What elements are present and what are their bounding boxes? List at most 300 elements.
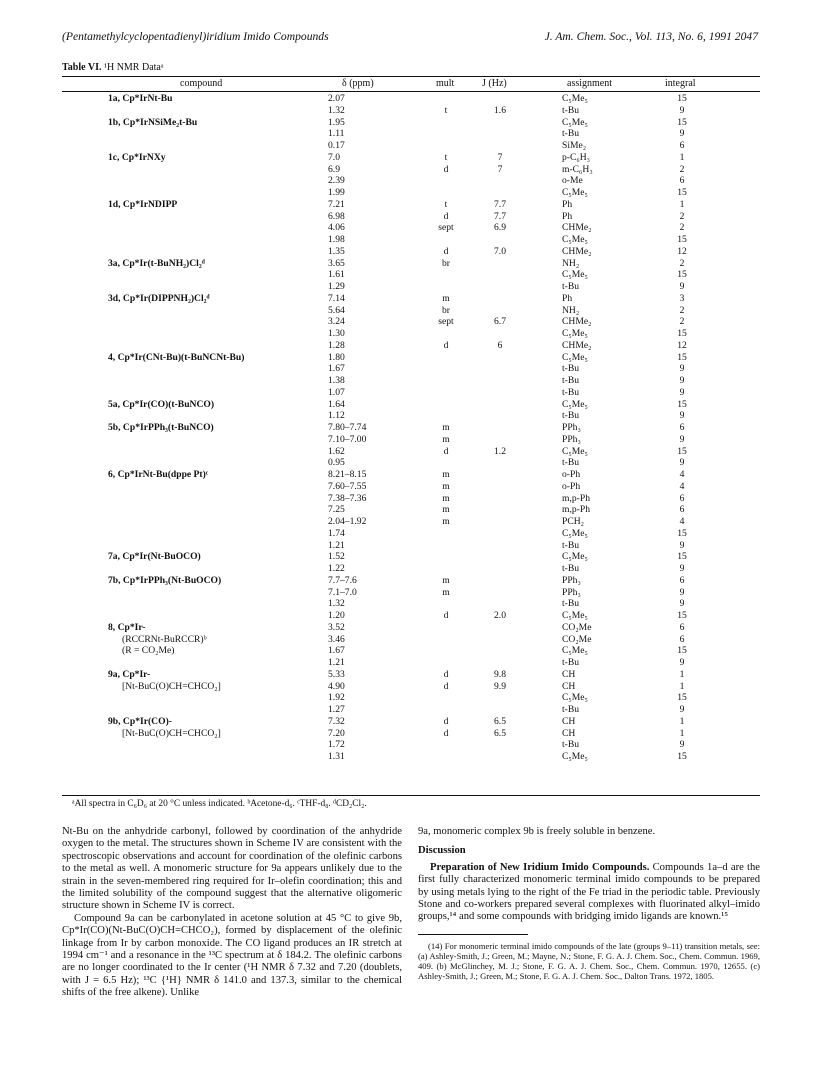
- paragraph: [418, 862, 760, 924]
- cell-integral: 3: [679, 292, 685, 304]
- table-row: [62, 128, 760, 140]
- cell-assignment: t-Bu: [562, 386, 580, 398]
- cell-assignment: C₅Me₅: [562, 527, 588, 539]
- table-row: [62, 551, 760, 563]
- cell-assignment: C₅Me₅: [562, 398, 588, 410]
- cell-ppm: 0.17: [328, 140, 345, 151]
- table-row: [62, 352, 760, 364]
- cell-j: 9.8: [494, 668, 506, 680]
- paragraph-title: Preparation of New Iridium Imido Compounds.: [430, 861, 650, 873]
- cell-integral: 15: [677, 610, 687, 621]
- cell-mult: m: [442, 574, 450, 586]
- table-row: [62, 704, 760, 716]
- table-row: [62, 269, 760, 281]
- cell-assignment: PPh₃: [562, 422, 581, 433]
- cell-assignment: o-Ph: [562, 469, 581, 480]
- cell-assignment: o-Me: [562, 175, 583, 187]
- cell-compound: 5b, Cp*IrPPh₃(t-BuNCO): [108, 422, 214, 433]
- cell-integral: 2: [679, 163, 685, 175]
- table-row: [62, 340, 760, 352]
- cell-assignment: t-Bu: [562, 104, 580, 116]
- cell-integral: 6: [679, 422, 685, 433]
- cell-ppm: 7.20: [328, 727, 345, 739]
- cell-j: 7: [497, 163, 503, 175]
- cell-ppm: 1.67: [328, 363, 345, 375]
- cell-assignment: C₅Me₅: [562, 328, 588, 339]
- table-caption-text: ¹H NMR Dataᵃ: [103, 62, 164, 73]
- table-row: [62, 281, 760, 293]
- table-bottom-rule: [62, 795, 760, 796]
- header-title: (Pentamethylcyclopentadienyl)iridium Imido Compounds: [62, 30, 329, 43]
- table-row: [62, 140, 760, 152]
- table-row: [62, 258, 760, 270]
- table-row: [62, 399, 760, 411]
- cell-integral: 15: [677, 116, 687, 128]
- table-row: [62, 316, 760, 328]
- cell-mult: d: [443, 715, 449, 727]
- paragraph: 9a, monomeric complex 9b is freely soluble in benzene.: [418, 826, 656, 837]
- table-row: [62, 575, 760, 587]
- cell-assignment: t-Bu: [562, 704, 580, 715]
- cell-assignment: C₅Me₅: [562, 645, 588, 657]
- cell-integral: 15: [677, 692, 687, 704]
- cell-compound: 6, Cp*IrNt-Bu(dppe Pt)ᶜ: [108, 469, 209, 480]
- cell-integral: 1: [679, 715, 685, 727]
- cell-ppm: 1.95: [328, 116, 345, 128]
- cell-integral: 9: [679, 539, 685, 551]
- cell-assignment: t-Bu: [562, 657, 580, 668]
- cell-ppm: 8.21–8.15: [328, 469, 367, 480]
- cell-integral: 2: [679, 210, 685, 222]
- table-body: [62, 93, 760, 763]
- cell-mult: m: [442, 292, 450, 304]
- cell-j: 6.9: [494, 222, 506, 234]
- cell-assignment: C₅Me₅: [562, 116, 588, 128]
- cell-assignment: C₅Me₅: [562, 445, 588, 457]
- col-assignment: assignment: [567, 78, 612, 89]
- cell-assignment: CHMe₂: [562, 245, 592, 257]
- cell-ppm: 1.21: [328, 539, 345, 551]
- cell-assignment: t-Bu: [562, 281, 580, 292]
- cell-assignment: Ph: [562, 292, 573, 304]
- table-row: [62, 410, 760, 422]
- cell-integral: 9: [679, 739, 685, 751]
- cell-integral: 2: [679, 316, 685, 328]
- cell-integral: 1: [679, 680, 685, 692]
- cell-integral: 9: [679, 433, 685, 445]
- cell-integral: 1: [679, 151, 685, 163]
- cell-integral: 15: [677, 751, 687, 762]
- table-row: [62, 387, 760, 399]
- cell-integral: 9: [679, 386, 685, 398]
- table-row: [62, 669, 760, 681]
- table-caption-label: Table VI.: [62, 62, 102, 73]
- cell-ppm: 1.52: [328, 551, 345, 563]
- cell-j: 6: [497, 339, 503, 351]
- cell-integral: 9: [679, 104, 685, 116]
- table-row: [62, 657, 760, 669]
- cell-compound: 8, Cp*Ir-: [108, 621, 146, 633]
- cell-assignment: t-Bu: [562, 128, 580, 140]
- table-row: [62, 587, 760, 599]
- cell-ppm: 7.80–7.74: [328, 422, 367, 433]
- cell-mult: br: [442, 257, 450, 269]
- cell-ppm: 1.27: [328, 704, 345, 715]
- cell-assignment: C₅Me₅: [562, 269, 588, 281]
- cell-ppm: 7.7–7.6: [328, 574, 357, 586]
- table-row: [62, 622, 760, 634]
- cell-integral: 9: [679, 363, 685, 375]
- cell-assignment: Ph: [562, 198, 573, 210]
- cell-mult: m: [442, 480, 450, 492]
- table-row: [62, 681, 760, 693]
- cell-ppm: 4.06: [328, 222, 345, 234]
- cell-mult: d: [443, 339, 449, 351]
- cell-integral: 9: [679, 563, 685, 574]
- cell-assignment: t-Bu: [562, 739, 580, 751]
- cell-integral: 15: [677, 645, 687, 657]
- cell-assignment: C₅Me₅: [562, 93, 588, 104]
- cell-mult: m: [442, 422, 450, 433]
- table-row: [62, 446, 760, 458]
- cell-ppm: 7.25: [328, 504, 345, 516]
- table-row: [62, 434, 760, 446]
- cell-assignment: t-Bu: [562, 410, 580, 422]
- cell-compound: 1b, Cp*IrNSiMe₂t-Bu: [108, 116, 198, 128]
- cell-mult: t: [444, 104, 448, 116]
- cell-j: 7.7: [494, 210, 506, 222]
- table-row: [62, 528, 760, 540]
- cell-ppm: 7.14: [328, 292, 345, 304]
- cell-integral: 2: [679, 222, 685, 234]
- cell-ppm: 1.92: [328, 692, 345, 704]
- cell-mult: m: [442, 586, 450, 598]
- paragraph-text: Compounds 1a–d are the first fully characterized monomeric terminal imido compounds to be prepared by using metals lying to the right of the Fe triad in the periodic table. Previously Stone and co-workers prepared several complexes with fluorinated alkyl–imido groups,¹⁴ and some compounds with bridging imido ligands are known.¹⁵: [418, 861, 760, 923]
- table-row: [62, 563, 760, 575]
- cell-ppm: 1.22: [328, 563, 345, 574]
- cell-compound: 1d, Cp*IrNDIPP: [108, 198, 178, 210]
- cell-compound: 9a, Cp*Ir-: [108, 668, 151, 680]
- table-row: [62, 634, 760, 646]
- cell-ppm: 2.39: [328, 175, 345, 187]
- cell-integral: 9: [679, 586, 685, 598]
- cell-compound: (RCCRNt-BuRCCR)ᵇ: [122, 633, 207, 645]
- table-row: [62, 164, 760, 176]
- cell-assignment: PPh₃: [562, 586, 581, 598]
- paragraph: Compound 9a can be carbonylated in acetone solution at 45 °C to give 9b, Cp*Ir(CO)(Nt-BuC(O)CH=CHCO₂), formed by displacement of the olefinic linkage from Ir by carbon monoxide. The CO ligand produces an IR stretch at 1994 cm⁻¹ and a resonance in the ¹³C spectrum at δ 184.2. The olefinic carbons are no longer coordinated to the Ir center (¹H NMR δ 7.32 and 7.20 (doublets, with J = 6.5 Hz); ¹³C {¹H} NMR δ 141.0 and 137.3, similar to the chemical shifts of the free alkene). Unlike: [62, 912, 402, 999]
- cell-j: 7.0: [494, 245, 506, 257]
- cell-assignment: t-Bu: [562, 598, 580, 610]
- cell-mult: br: [442, 304, 450, 316]
- cell-mult: d: [443, 245, 449, 257]
- cell-integral: 15: [677, 351, 687, 363]
- running-header: [62, 30, 758, 46]
- body-right-column: [418, 826, 760, 981]
- cell-assignment: C₅Me₅: [562, 351, 588, 363]
- cell-j: 2.0: [494, 610, 506, 621]
- footnote: (14) For monomeric terminal imido compounds of the late (groups 9–11) transition metals, see: (a) Ashley-Smith, J.; Green, M.; Mayne, N.; Stone, F. G. A. J. Chem. Soc., Chem. Commun. 1969, 409. (b) McGlinchey, M. J.; Stone, F. G. A. J. Chem. Soc., Chem. Commun. 1970, 12655. (c) Ashley-Smith, J.; Green, M.; Stone, F. G. A. J. Chem. Soc., Dalton Trans. 1972, 1805.: [418, 940, 760, 981]
- cell-j: 7.7: [494, 198, 506, 210]
- cell-integral: 15: [677, 445, 687, 457]
- cell-assignment: t-Bu: [562, 563, 580, 574]
- cell-mult: d: [443, 680, 449, 692]
- table-caption: [62, 62, 164, 73]
- table-row: [62, 211, 760, 223]
- cell-ppm: 4.90: [328, 680, 345, 692]
- cell-integral: 6: [679, 504, 685, 516]
- cell-mult: d: [443, 668, 449, 680]
- cell-ppm: 6.98: [328, 210, 345, 222]
- cell-compound: 3d, Cp*Ir(DIPPNH₂)Cl₂ᵈ: [108, 292, 210, 304]
- col-integral: integral: [665, 78, 696, 89]
- table-row: [62, 117, 760, 129]
- cell-j: 9.9: [494, 680, 506, 692]
- cell-ppm: 1.21: [328, 657, 345, 668]
- cell-ppm: 1.28: [328, 339, 345, 351]
- cell-integral: 2: [679, 257, 685, 269]
- cell-assignment: NH₂: [562, 304, 580, 316]
- cell-ppm: 1.32: [328, 104, 345, 116]
- table-row: [62, 175, 760, 187]
- table-row: [62, 187, 760, 199]
- table-row: [62, 610, 760, 622]
- cell-mult: m: [442, 469, 450, 480]
- cell-ppm: 1.74: [328, 527, 345, 539]
- cell-integral: 9: [679, 410, 685, 422]
- cell-assignment: CHMe₂: [562, 222, 592, 234]
- cell-ppm: 7.1–7.0: [328, 586, 357, 598]
- cell-ppm: 1.31: [328, 751, 345, 762]
- paragraph: Nt-Bu on the anhydride carbonyl, followed by coordination of the anhydride oxygen to the metal. The structures shown in Scheme IV are consistent with the spectroscopic observations and account for coordination of the olefinic carbons to the metal as well. A monomeric structure for 9a appears unlikely due to the strain in the seven-membered ring required for Ir–olefin coordination; this and the limited solubility of the compound suggest that the alternative oligomeric structure shown in Scheme IV is correct.: [62, 826, 402, 912]
- cell-integral: 4: [679, 480, 685, 492]
- cell-integral: 6: [679, 574, 685, 586]
- cell-integral: 1: [679, 727, 685, 739]
- cell-j: 6.5: [494, 727, 506, 739]
- cell-integral: 15: [677, 187, 687, 198]
- table-row: [62, 493, 760, 505]
- table-row: [62, 598, 760, 610]
- cell-assignment: t-Bu: [562, 539, 580, 551]
- section-heading: Discussion: [418, 845, 466, 857]
- cell-ppm: 1.11: [328, 128, 345, 140]
- cell-mult: d: [443, 610, 449, 621]
- col-compound: compound: [180, 78, 223, 89]
- footnote-rule: [418, 934, 528, 935]
- cell-assignment: SiMe₂: [562, 140, 587, 151]
- col-j: J (Hz): [482, 78, 507, 89]
- cell-assignment: Ph: [562, 210, 573, 222]
- cell-assignment: CH: [562, 668, 576, 680]
- table-row: [62, 305, 760, 317]
- cell-integral: 4: [679, 469, 685, 480]
- table-footnote: ᵃAll spectra in C₆D₆ at 20 °C unless indicated. ᵇAcetone-d₆. ᶜTHF-d₈. ᵈCD₂Cl₂.: [72, 799, 367, 809]
- cell-integral: 4: [679, 516, 685, 527]
- cell-mult: sept: [438, 316, 454, 328]
- cell-compound: 1a, Cp*IrNt-Bu: [108, 93, 173, 104]
- cell-ppm: 1.30: [328, 328, 345, 339]
- table-row: [62, 692, 760, 704]
- cell-assignment: t-Bu: [562, 457, 580, 469]
- table-row: [62, 152, 760, 164]
- cell-mult: d: [443, 445, 449, 457]
- cell-assignment: p-C₆H₃: [562, 151, 591, 163]
- cell-ppm: 1.72: [328, 739, 345, 751]
- cell-assignment: PPh₃: [562, 574, 581, 586]
- table-row: [62, 293, 760, 305]
- cell-ppm: 1.38: [328, 375, 345, 386]
- cell-integral: 15: [677, 234, 687, 245]
- cell-integral: 6: [679, 633, 685, 645]
- table-row: [62, 222, 760, 234]
- table-row: [62, 716, 760, 728]
- cell-ppm: 3.52: [328, 621, 345, 633]
- cell-compound: 9b, Cp*Ir(CO)-: [108, 715, 172, 727]
- table-row: [62, 105, 760, 117]
- cell-ppm: 1.32: [328, 598, 345, 610]
- table-row: [62, 469, 760, 481]
- cell-ppm: 1.62: [328, 445, 345, 457]
- cell-mult: m: [442, 504, 450, 516]
- cell-compound: 7a, Cp*Ir(Nt-BuOCO): [108, 551, 201, 563]
- cell-ppm: 2.07: [328, 93, 345, 104]
- cell-ppm: 1.99: [328, 187, 345, 198]
- cell-integral: 2: [679, 304, 685, 316]
- cell-assignment: C₅Me₅: [562, 692, 588, 704]
- cell-ppm: 0.95: [328, 457, 345, 469]
- cell-compound: [Nt-BuC(O)CH=CHCO₂]: [122, 680, 221, 692]
- cell-ppm: 5.33: [328, 668, 345, 680]
- table-column-headers: [62, 78, 760, 91]
- cell-j: 1.2: [494, 445, 506, 457]
- cell-integral: 15: [677, 93, 687, 104]
- table-row: [62, 93, 760, 105]
- cell-compound: 7b, Cp*IrPPh₃(Nt-BuOCO): [108, 574, 222, 586]
- table-row: [62, 504, 760, 516]
- cell-j: 1.6: [494, 104, 506, 116]
- cell-integral: 1: [679, 198, 685, 210]
- table-row: [62, 516, 760, 528]
- cell-j: 6.5: [494, 715, 506, 727]
- cell-integral: 6: [679, 492, 685, 504]
- body-left-column: [62, 826, 402, 1000]
- cell-mult: d: [443, 163, 449, 175]
- table-row: [62, 751, 760, 763]
- cell-integral: 9: [679, 281, 685, 292]
- cell-ppm: 6.9: [328, 163, 340, 175]
- cell-ppm: 5.64: [328, 304, 345, 316]
- table-row: [62, 739, 760, 751]
- table-row: [62, 328, 760, 340]
- cell-ppm: 7.38–7.36: [328, 492, 367, 504]
- table-header-rule: [62, 91, 760, 92]
- cell-ppm: 2.04–1.92: [328, 516, 367, 527]
- cell-compound: 3a, Cp*Ir(t-BuNH₂)Cl₂ᵈ: [108, 257, 205, 269]
- cell-ppm: 1.67: [328, 645, 345, 657]
- cell-integral: 15: [677, 398, 687, 410]
- cell-integral: 6: [679, 140, 685, 151]
- col-mult: mult: [436, 78, 455, 89]
- cell-assignment: C₅Me₅: [562, 610, 588, 621]
- cell-assignment: C₅Me₅: [562, 234, 588, 245]
- table-row: [62, 375, 760, 387]
- header-citation: J. Am. Chem. Soc., Vol. 113, No. 6, 1991 2047: [544, 30, 758, 43]
- cell-compound: 1c, Cp*IrNXy: [108, 151, 166, 163]
- cell-assignment: CH: [562, 715, 576, 727]
- cell-j: 7: [497, 151, 503, 163]
- table-row: [62, 645, 760, 657]
- cell-integral: 12: [677, 339, 687, 351]
- cell-integral: 9: [679, 375, 685, 386]
- cell-mult: m: [442, 516, 450, 527]
- cell-assignment: CH: [562, 727, 576, 739]
- cell-assignment: C₅Me₅: [562, 187, 588, 198]
- cell-ppm: 7.21: [328, 198, 345, 210]
- cell-mult: t: [444, 151, 448, 163]
- cell-ppm: 1.61: [328, 269, 345, 281]
- cell-assignment: t-Bu: [562, 363, 580, 375]
- cell-compound: [Nt-BuC(O)CH=CHCO₂]: [122, 727, 221, 739]
- cell-integral: 15: [677, 527, 687, 539]
- cell-assignment: m,p-Ph: [562, 504, 590, 516]
- cell-mult: sept: [438, 222, 454, 234]
- cell-assignment: CHMe₂: [562, 316, 592, 328]
- cell-integral: 15: [677, 328, 687, 339]
- cell-ppm: 7.0: [328, 151, 340, 163]
- cell-assignment: CO₂Me: [562, 633, 592, 645]
- cell-ppm: 1.80: [328, 351, 345, 363]
- table-row: [62, 457, 760, 469]
- cell-mult: d: [443, 210, 449, 222]
- cell-ppm: 1.07: [328, 386, 345, 398]
- cell-mult: m: [442, 492, 450, 504]
- col-ppm: δ (ppm): [342, 78, 374, 89]
- cell-mult: t: [444, 198, 448, 210]
- cell-ppm: 3.65: [328, 257, 345, 269]
- cell-integral: 9: [679, 657, 685, 668]
- cell-compound: 4, Cp*Ir(CNt-Bu)(t-BuNCNt-Bu): [108, 351, 245, 363]
- table-row: [62, 481, 760, 493]
- cell-integral: 15: [677, 551, 687, 563]
- cell-assignment: CO₂Me: [562, 621, 592, 633]
- cell-integral: 12: [677, 245, 687, 257]
- cell-compound: (R = CO₂Me): [122, 645, 175, 657]
- cell-ppm: 3.46: [328, 633, 345, 645]
- cell-mult: d: [443, 727, 449, 739]
- cell-integral: 9: [679, 704, 685, 715]
- cell-integral: 6: [679, 621, 685, 633]
- cell-integral: 6: [679, 175, 685, 187]
- cell-ppm: 7.32: [328, 715, 345, 727]
- cell-ppm: 1.35: [328, 245, 345, 257]
- table-top-rule: [62, 76, 760, 77]
- cell-ppm: 1.20: [328, 610, 345, 621]
- cell-assignment: PCH₂: [562, 516, 585, 527]
- cell-assignment: PPh₃: [562, 433, 581, 445]
- cell-ppm: 1.29: [328, 281, 345, 292]
- table-row: [62, 422, 760, 434]
- cell-integral: 9: [679, 128, 685, 140]
- cell-ppm: 1.98: [328, 234, 345, 245]
- cell-compound: 5a, Cp*Ir(CO)(t-BuNCO): [108, 398, 215, 410]
- table-row: [62, 363, 760, 375]
- cell-j: 6.7: [494, 316, 506, 328]
- table-row: [62, 199, 760, 211]
- cell-assignment: m-C₆H₃: [562, 163, 593, 175]
- cell-assignment: CH: [562, 680, 576, 692]
- cell-ppm: 7.60–7.55: [328, 480, 367, 492]
- table-row: [62, 728, 760, 740]
- cell-assignment: C₅Me₅: [562, 551, 588, 563]
